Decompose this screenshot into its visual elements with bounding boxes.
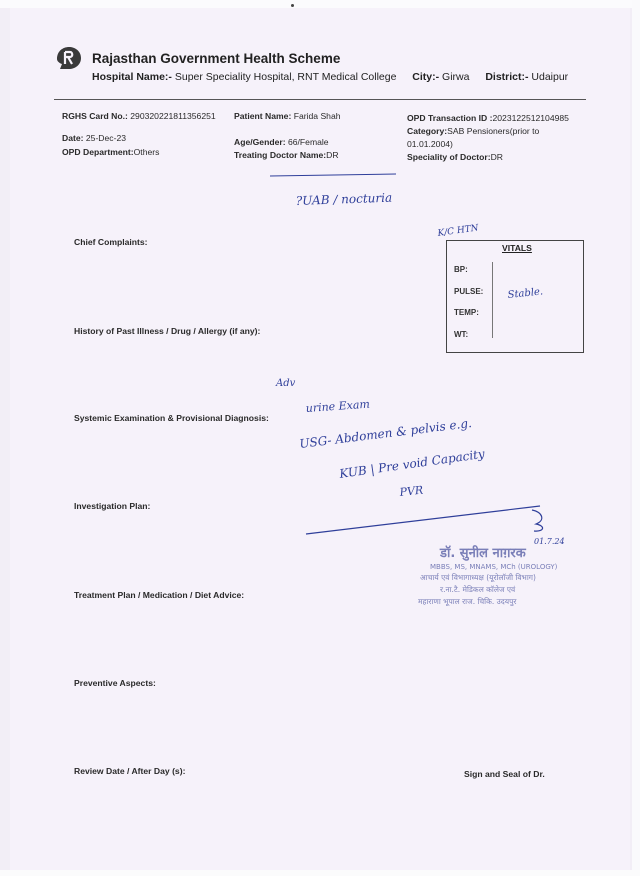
card-value: 290320221811356251 xyxy=(130,111,216,121)
card-label: RGHS Card No.: xyxy=(62,111,128,121)
scan-edge-bottom xyxy=(0,870,640,876)
chief-complaints-label: Chief Complaints: xyxy=(74,237,148,247)
date-field xyxy=(62,133,126,143)
sign-seal-label: Sign and Seal of Dr. xyxy=(464,769,545,779)
department-field xyxy=(62,147,159,157)
stamp-line-5: महाराणा भूपाल राज. चिकि. उदयपुर xyxy=(418,597,517,606)
opd-transaction-label: OPD Transaction ID : xyxy=(407,113,493,123)
speciality-field xyxy=(407,152,503,162)
vitals-wt-label: WT: xyxy=(454,330,469,339)
scan-edge-top xyxy=(0,0,640,8)
vitals-bp-label: BP: xyxy=(454,265,468,274)
category-field xyxy=(407,126,539,136)
date-value: 25-Dec-23 xyxy=(85,133,127,143)
opd-transaction-value: 2023122512104985 xyxy=(492,113,569,123)
vitals-temp-label: TEMP: xyxy=(454,308,479,317)
hw-sig-date: 01.7.24 xyxy=(534,537,565,546)
stamp-line-1: डॉ. सुनील नाग़रक xyxy=(440,546,526,561)
hw-exam-kub: KUB | Pre void Capacity xyxy=(338,446,486,481)
hw-exam-urine: urine Exam xyxy=(305,397,371,415)
department-value: Others xyxy=(133,147,160,157)
history-label: History of Past Illness / Drug / Allergy (if any): xyxy=(74,326,261,336)
hospital-value: Super Speciality Hospital, RNT Medical College xyxy=(174,71,397,83)
scan-edge-right xyxy=(632,0,640,876)
district-value: Udaipur xyxy=(531,71,569,83)
hospital-line xyxy=(92,71,568,83)
city-label: City:- xyxy=(412,71,440,83)
hw-exam-usg: USG- Abdomen & pelvis e.g. xyxy=(298,415,473,451)
scan-speck xyxy=(291,4,294,7)
hw-exam-pvr: PVR xyxy=(398,483,424,499)
category-value-cont: 01.01.2004) xyxy=(407,139,453,149)
date-label: Date: xyxy=(62,133,84,143)
review-date-label: Review Date / After Day (s): xyxy=(74,766,186,776)
department-label: OPD Department: xyxy=(62,147,134,157)
district-label: District:- xyxy=(485,71,529,83)
speciality-label: Speciality of Doctor: xyxy=(407,152,491,162)
city-value: Girwa xyxy=(442,71,470,83)
investigation-plan-label: Investigation Plan: xyxy=(74,501,151,511)
stamp-line-4: र.ना.टै. मेडिकल कॉलेज एवं xyxy=(440,585,516,594)
speciality-value: DR xyxy=(490,152,503,162)
rghs-logo-icon xyxy=(54,45,84,71)
vitals-bracket-line xyxy=(492,262,493,338)
category-label: Category: xyxy=(407,126,448,136)
hw-vitals-note: Stable. xyxy=(507,286,544,301)
vitals-title: VITALS xyxy=(502,243,532,253)
preventive-aspects-label: Preventive Aspects: xyxy=(74,678,156,688)
patient-name-value: Farida Shah xyxy=(293,111,341,121)
patient-name-label: Patient Name: xyxy=(234,111,292,121)
age-gender-value: 66/Female xyxy=(287,137,329,147)
opd-transaction-field xyxy=(407,113,569,123)
doctor-label: Treating Doctor Name: xyxy=(234,150,327,160)
page-title: Rajasthan Government Health Scheme xyxy=(92,51,341,66)
hospital-label: Hospital Name:- xyxy=(92,71,172,83)
vitals-pulse-label: PULSE: xyxy=(454,287,484,296)
stamp-line-3: आचार्य एवं विभागाध्यक्ष (यूरोलॉजी विभाग) xyxy=(420,573,536,582)
stamp-line-2: MBBS, MS, MNAMS, MCh (UROLOGY) xyxy=(430,563,558,571)
hw-complaint: ?UAB / nocturia xyxy=(295,190,393,208)
doctor-value: DR xyxy=(326,150,339,160)
header-divider xyxy=(54,99,586,100)
card-field xyxy=(62,111,216,121)
age-gender-field xyxy=(234,137,329,147)
hw-exam-adv: Adv xyxy=(276,378,296,389)
patient-name-field xyxy=(234,111,341,121)
age-gender-label: Age/Gender: xyxy=(234,137,286,147)
doctor-field xyxy=(234,150,339,160)
category-value: SAB Pensioners(prior to xyxy=(447,126,540,136)
treatment-plan-label: Treatment Plan / Medication / Diet Advice: xyxy=(74,590,245,600)
systemic-exam-label: Systemic Examination & Provisional Diagnosis: xyxy=(74,413,269,423)
hw-history: K/C HTN xyxy=(437,223,480,239)
